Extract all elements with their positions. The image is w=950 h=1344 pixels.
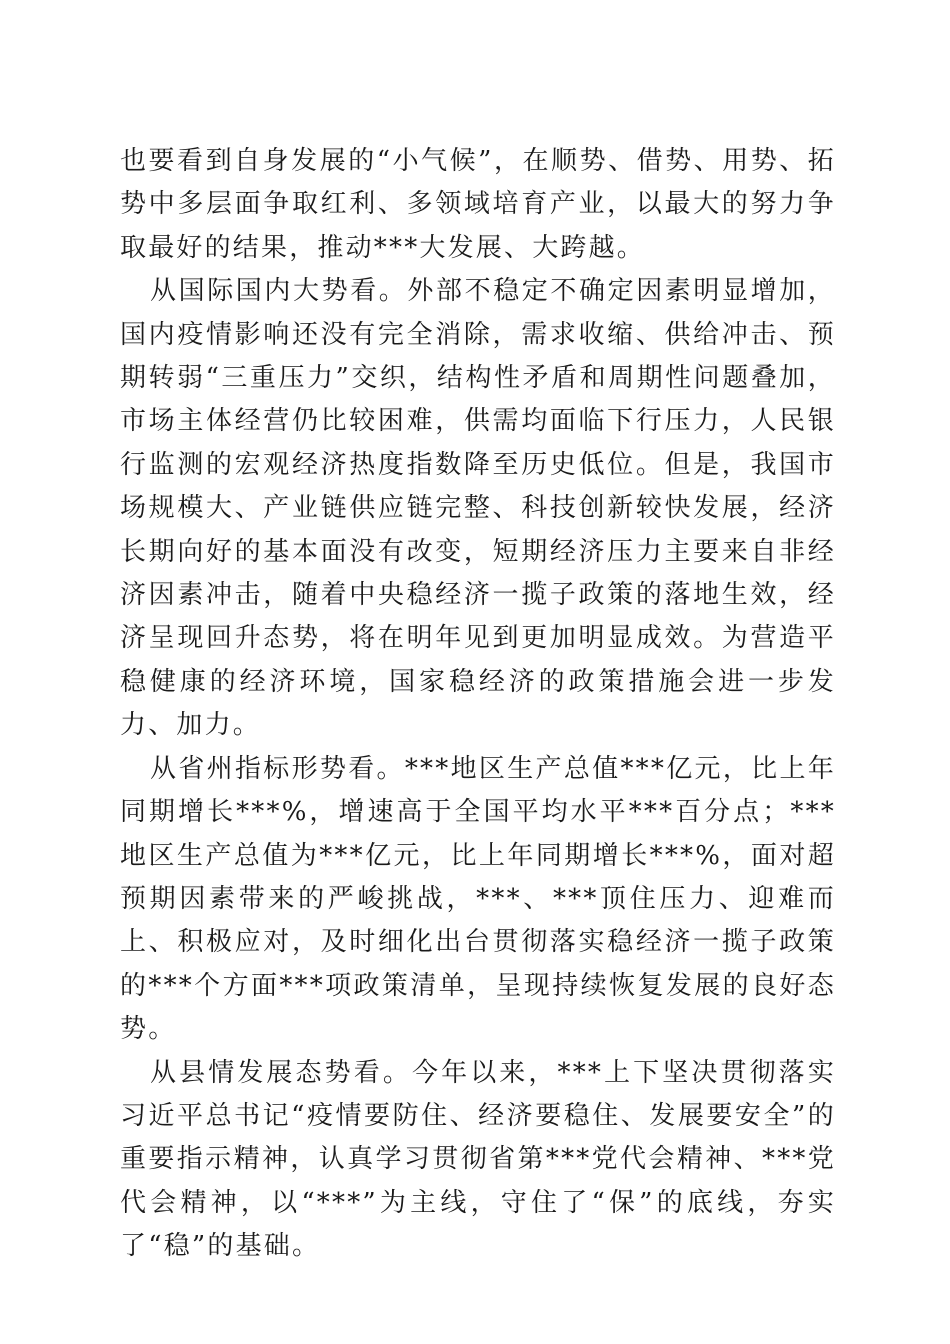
paragraph-continuation: 也要看到自身发展的“小气候”，在顺势、借势、用势、拓势中多层面争取红利、多领域培育产业，以最大的努力争取最好的结果，推动***大发展、大跨越。 <box>120 146 836 263</box>
paragraph-provincial-indicators: 从省州指标形势看。***地区生产总值***亿元，比上年同期增长***%，增速高于全国平均水平***百分点；***地区生产总值为***亿元，比上年同期增长***%，面对超预期因素带来的严峻挑战，***、***顶住压力、迎难而上、积极应对，及时细化出台贯彻落实稳经济一揽子政策的***个方面***项政策清单，呈现持续恢复发展的良好态势。 <box>120 753 836 1045</box>
paragraph-county-development: 从县情发展态势看。今年以来，***上下坚决贯彻落实习近平总书记“疫情要防住、经济要稳住、发展要安全”的重要指示精神，认真学习贯彻省第***党代会精神、***党代会精神，以“***”为主线，守住了“保”的底线，夯实了“稳”的基础。 <box>120 1057 836 1262</box>
paragraph-international-domestic: 从国际国内大势看。外部不稳定不确定因素明显增加，国内疫情影响还没有完全消除，需求收缩、供给冲击、预期转弱“三重压力”交织，结构性矛盾和周期性问题叠加，市场主体经营仍比较困难，供需均面临下行压力，人民银行监测的宏观经济热度指数降至历史低位。但是，我国市场规模大、产业链供应链完整、科技创新较快发展，经济长期向好的基本面没有改变，短期经济压力主要来自非经济因素冲击，随着中央稳经济一揽子政策的落地生效，经济呈现回升态势，将在明年见到更加明显成效。为营造平稳健康的经济环境，国家稳经济的政策措施会进一步发力、加力。 <box>120 276 836 741</box>
document-body <box>120 140 836 1269</box>
